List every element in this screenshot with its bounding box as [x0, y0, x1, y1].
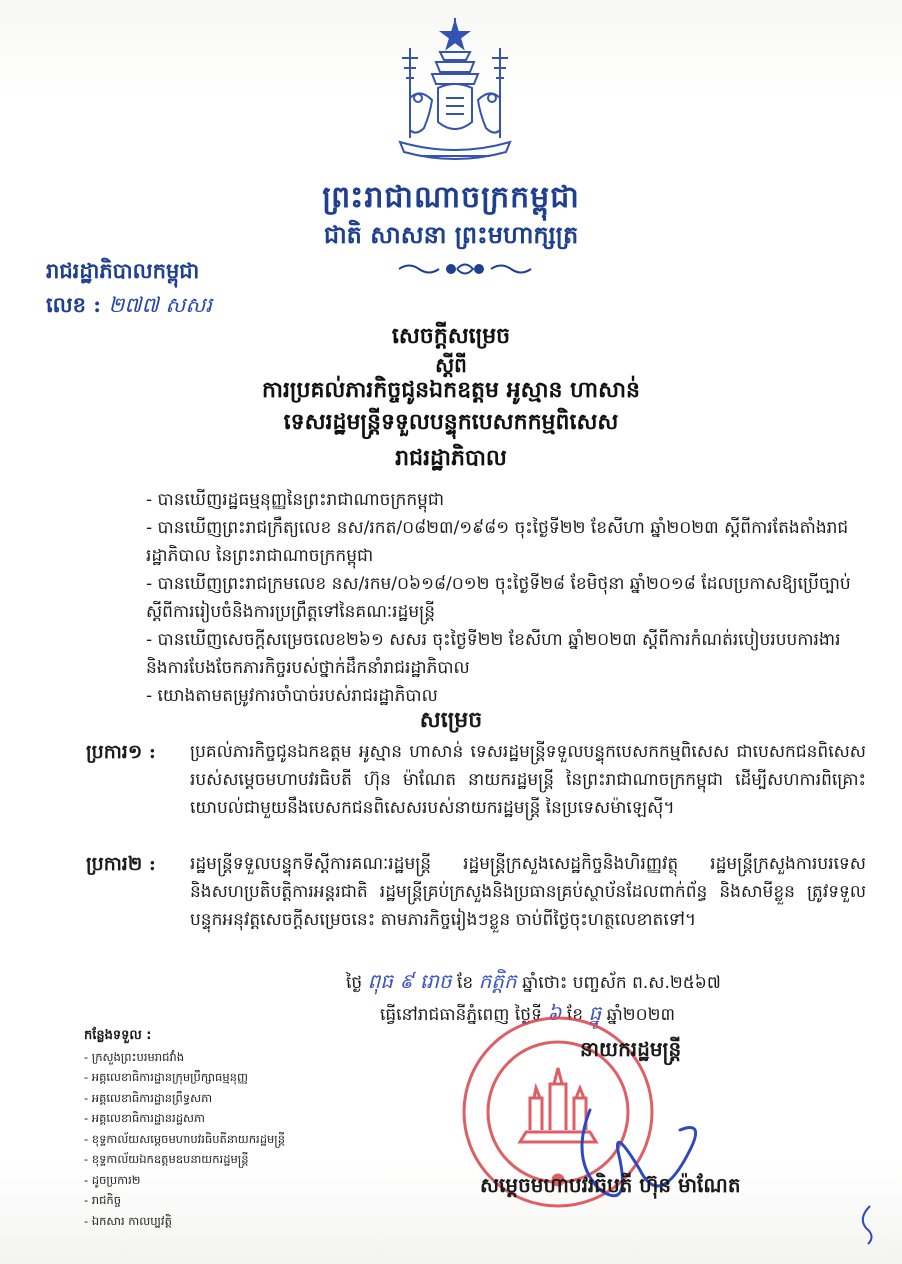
government-name: រាជរដ្ឋាភិបាលកម្ពុជា	[46, 258, 200, 283]
recital-item: - បានឃើញរដ្ឋធម្មនុញ្ញនៃព្រះរាជាណាចក្រកម្ពុជា	[146, 490, 445, 510]
recipients-heading: កន្លែងទទួល :	[84, 1028, 152, 1043]
article-1	[86, 738, 866, 822]
recipient-item: - ដូចប្រការ២	[84, 1172, 141, 1187]
recital-item: - បានឃើញព្រះរាជក្រឹត្យលេខ នស/រកត/០៨២៣/១៩៨១ ចុះថ្ងៃទី២២ ខែសីហា ឆ្នាំ២០២៣ ស្តីពីការតែងតាំងរាជរដ្ឋាភិបាល នៃព្រះរាជាណាចក្រកម្ពុជា	[146, 518, 849, 566]
recipient-item: - ខុទ្ទកាល័យសម្តេចមហាបវរធិបតីនាយករដ្ឋមន្ត្រី	[84, 1131, 286, 1146]
article-text: រដ្ឋមន្ត្រីទទួលបន្ទុកទីស្តីការគណៈរដ្ឋមន្ត្រី រដ្ឋមន្ត្រីក្រសួងសេដ្ឋកិច្ចនិងហិរញ្ញវត្ថុ រដ្ឋមន្ត្រីក្រសួងការបរទេស និងសហប្រតិបត្តិការអន្តរជាតិ រដ្ឋមន្ត្រីគ្រប់ក្រសួងនិងប្រធានគ្រប់ស្ថាប័នដែលពាក់ព័ន្ធ និងសាមីខ្លួន ត្រូវទទួលបន្ទុកអនុវត្តសេចក្តីសម្រេចនេះ តាមភារកិច្ចរៀងៗខ្លួន ចាប់ពីថ្ងៃចុះហត្ថលេខាតទៅ។	[190, 854, 866, 930]
year-text: ឆ្នាំ២០២៣	[606, 1005, 676, 1025]
day-handwritten: ៦	[547, 1001, 562, 1025]
issuing-body: រាជរដ្ឋាភិបាល	[395, 445, 507, 471]
month-label: ខែ	[566, 1005, 584, 1025]
reference-number	[46, 292, 212, 323]
recital-item: - បានឃើញព្រះរាជក្រមលេខ នស/រកម/០៦១៨/០១២ ចុះថ្ងៃទី២៨ ខែមិថុនា ឆ្នាំ២០១៨ ដែលប្រកាសឱ្យប្រើច្បាប់ស្តីពីការរៀបចំនិងការប្រព្រឹត្តទៅនៃគណៈរដ្ឋមន្ត្រី	[146, 574, 851, 622]
place-date-prefix: ធ្វើនៅរាជធានីភ្នំពេញ ថ្ងៃទី	[380, 1005, 542, 1025]
recipients-list	[84, 1026, 285, 1231]
national-motto: ជាតិ សាសនា ព្រះមហាក្សត្រ	[323, 220, 579, 249]
article-text: ប្រគល់ភារកិច្ចជូនឯកឧត្តម អូស្មាន ហាសាន់ ទេសរដ្ឋមន្ត្រីទទួលបន្ទុកបេសកកម្មពិសេស ជាបេសកជនពិសេសរបស់សម្តេចមហាបវរធិបតី ហ៊ុន ម៉ាណែត នាយករដ្ឋមន្ត្រី នៃព្រះរាជាណាចក្រកម្ពុជា ដើម្បីសហការពិគ្រោះយោបល់ជាមួយនឹងបេសកជនពិសេសរបស់នាយករដ្ឋមន្ត្រី នៃប្រទេសម៉ាឡេស៊ី។	[190, 742, 866, 818]
lunar-date-prefix: ថ្ងៃ	[346, 973, 363, 993]
lunar-month-label: ខែ	[457, 973, 474, 993]
month-handwritten: ធ្នូ	[588, 1001, 602, 1025]
recipient-item: - ក្រសួងព្រះបរមរាជវាំង	[84, 1049, 185, 1064]
reference-value: ២៧៧ សសរ	[108, 293, 213, 317]
kingdom-title: ព្រះរាជាណាចក្រកម្ពុជា	[322, 180, 580, 215]
decision-subheading: ស្តីពី	[435, 353, 467, 377]
signatory-name: សម្តេចមហាបវរធិបតី ហ៊ុន ម៉ាណែត	[480, 1173, 741, 1197]
decides-heading: សម្រេច	[419, 707, 483, 733]
recitals-list	[120, 486, 860, 710]
lunar-date-line	[346, 968, 721, 998]
initial-mark-icon	[852, 1200, 888, 1250]
divider-ornament-icon	[395, 258, 535, 280]
recipient-item: - អគ្គលេខាធិការដ្ឋានរដ្ឋសភា	[84, 1111, 205, 1125]
recital-item: - បានឃើញសេចក្តីសម្រេចលេខ២៦១ សសរ ចុះថ្ងៃទី២២ ខែសីហា ឆ្នាំ២០២៣ ស្តីពីការកំណត់របៀបរបបការងារនិងការបែងចែកភារកិច្ចរបស់ថ្នាក់ដឹកនាំរាជរដ្ឋាភិបាល	[146, 630, 841, 678]
royal-emblem-icon	[380, 18, 530, 178]
recital-item: - យោងតាមតម្រូវការចាំបាច់របស់រាជរដ្ឋាភិបាល	[146, 686, 438, 706]
article-label: ប្រការ២ :	[86, 853, 156, 875]
article-2	[86, 850, 866, 934]
recipient-item: - អគ្គលេខាធិការដ្ឋានព្រឹទ្ធសភា	[84, 1090, 213, 1105]
lunar-day-handwritten: ពុធ ៩ រោច	[367, 969, 452, 993]
reference-label: លេខ :	[46, 292, 102, 317]
recipient-item: - ខុទ្ទកាល័យឯកឧត្តមឧបនាយករដ្ឋមន្ត្រី	[84, 1152, 249, 1166]
lunar-month-handwritten: កត្តិក	[478, 969, 517, 993]
lunar-year-text: ឆ្នាំថោះ បញ្ចស័ក ព.ស.២៥៦៧	[522, 973, 721, 993]
recipient-item: - ឯកសារ កាលប្បវត្តិ	[84, 1213, 172, 1228]
decision-subject-line2: ទេសរដ្ឋមន្ត្រីទទួលបន្ទុកបេសកកម្មពិសេស	[283, 409, 619, 435]
decision-subject-line1: ការប្រគល់ភារកិច្ចជូនឯកឧត្តម អូស្មាន ហាសាន់	[262, 377, 640, 403]
article-label: ប្រការ១ :	[86, 741, 156, 763]
signatory-title: នាយករដ្ឋមន្ត្រី	[580, 1037, 682, 1061]
decision-heading: សេចក្តីសម្រេច	[391, 323, 511, 349]
recipient-item: - រាជកិច្ច	[84, 1193, 122, 1207]
recipient-item: - អគ្គលេខាធិការដ្ឋានក្រុមប្រឹក្សាធម្មនុញ្ញ	[84, 1070, 248, 1084]
